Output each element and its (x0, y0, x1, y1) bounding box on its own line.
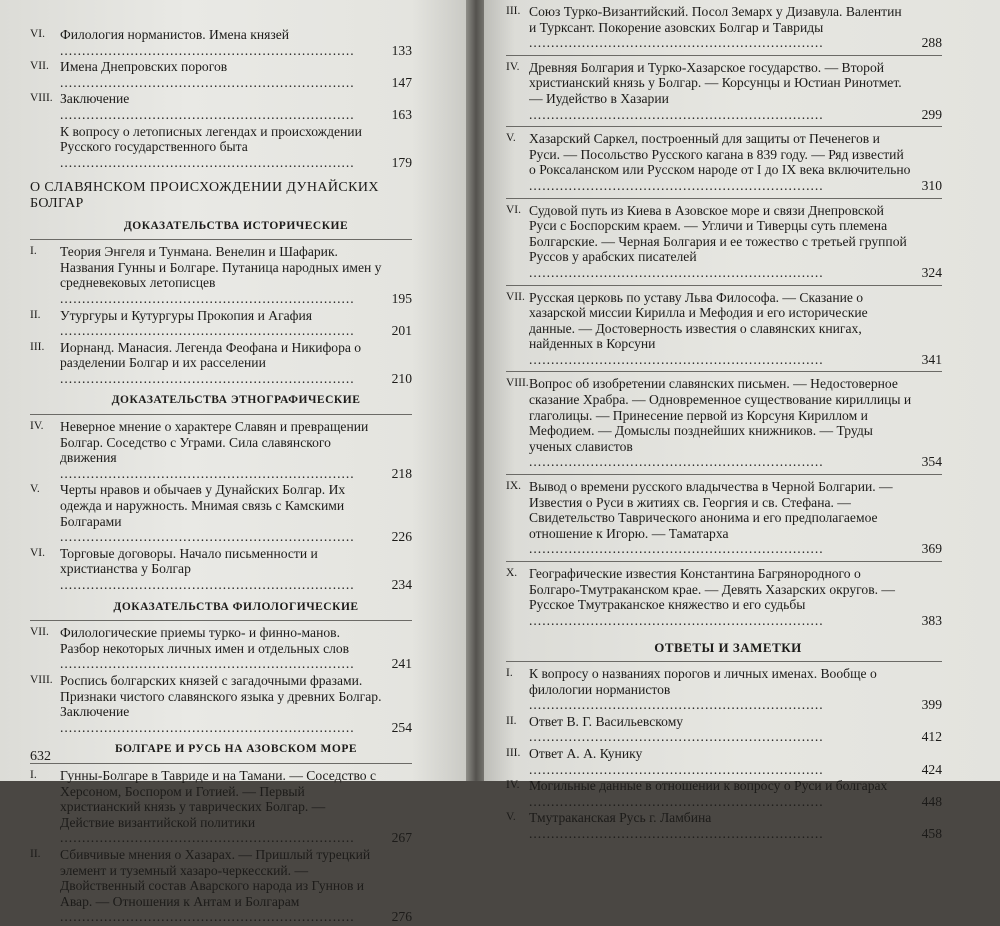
right-page (484, 0, 1000, 841)
entry-number: VII. (30, 626, 49, 639)
entry-page: 254 (391, 719, 412, 735)
entry-page: 241 (391, 656, 412, 672)
entry-title: Сбивчивые мнения о Хазарах. — Пришлый турецкий элемент и туземный хазаро-черкесский. — Двойственный состав Аварского народа из Гуннов и Авар. — Отношения к Антам и Болгарам ..... (60, 847, 370, 924)
toc-list-top (0, 27, 412, 170)
entry-page: 163 (391, 106, 412, 122)
entry-title: Филология норманистов. Имена князей ..... (60, 27, 355, 58)
entry-number: III. (30, 340, 45, 353)
entry-page: 341 (921, 351, 942, 367)
entry-number: II. (30, 308, 41, 321)
entry-title: Древняя Болгария и Турко-Хазарское государство. — Второй христианский князь у Болгар. — Корсунцы и Юстиан Ринотмет. — Иудейство в Хазарии ..... (529, 60, 902, 122)
toc-entry (484, 4, 942, 51)
toc-entry (0, 625, 412, 672)
entry-number: VI. (30, 546, 46, 559)
toc-entry (484, 290, 942, 368)
entry-page: 276 (391, 909, 412, 925)
divider (506, 661, 942, 662)
divider (506, 126, 942, 127)
entry-number: IV. (506, 779, 520, 792)
entry-number: IX. (506, 480, 522, 493)
entry-number: V. (506, 132, 516, 145)
entry-title: Ответ В. Г. Васильевскому ..... (529, 714, 824, 745)
entry-page: 218 (391, 465, 412, 481)
entry-page: 399 (921, 697, 942, 713)
divider (506, 474, 942, 475)
entry-number: I. (30, 245, 37, 258)
entry-title: Русская церковь по уставу Льва Философа. — Сказание о хазарской миссии Кирилла и Мефодия и его исторические данные. — Достоверность известия о славянских книгах, найденных в Корсуни ..... (529, 290, 868, 367)
toc-entry (0, 244, 412, 306)
entry-title: Роспись болгарских князей с загадочными фразами. Признаки чистого славянского языка у древних Болгар. Заключение ..... (60, 673, 381, 735)
entry-number: VII. (30, 60, 49, 73)
right-page-content (484, 4, 942, 843)
entry-number: V. (30, 483, 40, 496)
entry-title: Ответ А. А. Кунику ..... (529, 746, 824, 777)
divider (30, 414, 412, 415)
toc-entry (484, 810, 942, 841)
divider (506, 55, 942, 56)
entry-number: VIII. (30, 673, 53, 686)
toc-entry (0, 27, 412, 58)
entry-page: 324 (921, 264, 942, 280)
toc-entry (484, 714, 942, 745)
entry-title: Имена Днепровских порогов ..... (60, 59, 355, 90)
toc-entry (484, 666, 942, 713)
entry-page: 267 (391, 830, 412, 846)
entry-title: Тмутраканская Русь г. Ламбина ..... (529, 810, 824, 841)
group-heading: БОЛГАРЕ И РУСЬ НА АЗОВСКОМ МОРЕ (114, 743, 358, 756)
page-number: 632 (30, 749, 51, 765)
entry-title: Могильные данные в отношении к вопросу о Руси и болгарах ..... (529, 778, 887, 809)
entry-page: 369 (921, 541, 942, 557)
entry-number: III. (506, 746, 521, 759)
entry-page: 412 (921, 729, 942, 745)
book-gutter (466, 0, 486, 781)
toc-entry (484, 746, 942, 777)
entry-title: Вывод о времени русского владычества в Черной Болгарии. — Известия о Руси в житиях св. Георгия и св. Стефана. — Свидетельство Таврического анонима и его предполагаемое отношение к Игорю. — Таматарха ..... (529, 479, 893, 556)
divider (506, 561, 942, 562)
entry-number: II. (30, 847, 41, 860)
entry-title: К вопросу о летописных легендах и происхождении Русского государственного быта ..... (60, 124, 362, 170)
entry-page: 226 (391, 529, 412, 545)
entry-number: IV. (506, 60, 520, 73)
group-heading: ДОКАЗАТЕЛЬСТВА ФИЛОЛОГИЧЕСКИЕ (113, 600, 359, 613)
entry-number: VIII. (30, 92, 53, 105)
entry-number: II. (506, 714, 517, 727)
toc-entry (484, 566, 942, 628)
divider (30, 620, 412, 621)
left-page (0, 0, 468, 925)
toc-entry (0, 59, 412, 90)
entry-page: 133 (391, 42, 412, 58)
entry-page: 210 (391, 370, 412, 386)
entry-title: Теория Энгеля и Тунмана. Венелин и Шафарик. Названия Гунны и Болгаре. Путаница народных имен у средневековых летописцев ..... (60, 244, 381, 306)
left-page-content (0, 27, 412, 926)
entry-title: Судовой путь из Киева в Азовское море и связи Днепровской Руси с Боспорским краем. — Угличи и Тиверцы суть племена Болгарские. — Черная Болгария и ее тожество с третьей группой Руссов у арабских писателей ..... (529, 203, 907, 280)
entry-page: 383 (921, 612, 942, 628)
entry-number: VIII. (506, 377, 529, 390)
entry-number: X. (506, 567, 518, 579)
entry-number: VII. (506, 290, 525, 303)
entry-title: Вопрос об изобретении славянских письмен. — Недостоверное сказание Храбра. — Одновременное существование кириллицы и глаголицы. — Принесение первой из Корсуня Кириллом и Мефодием. — Домыслы позднейших книжников. — Труды ученых славистов ..... (529, 376, 911, 469)
group-heading: ДОКАЗАТЕЛЬСТВА ЭТНОГРАФИЧЕСКИЕ (111, 394, 361, 407)
divider (30, 763, 412, 764)
entry-page: 354 (921, 454, 942, 470)
entry-number: I. (30, 768, 37, 781)
divider (506, 285, 942, 286)
entry-page: 448 (921, 793, 942, 809)
entry-number: VI. (30, 28, 46, 40)
entry-number: IV. (30, 420, 44, 433)
divider (506, 198, 942, 199)
toc-entry (0, 673, 412, 735)
entry-title: К вопросу о названиях порогов и личных именах. Вообще о филологии норманистов ..... (529, 666, 877, 712)
section-title: О СЛАВЯНСКОМ ПРОИСХОЖДЕНИИ ДУНАЙСКИХ БОЛГАР (30, 180, 379, 211)
entry-number: III. (506, 5, 521, 17)
entry-title: Торговые договоры. Начало письменности и христианства у Болгар ..... (60, 546, 355, 592)
toc-entry (0, 308, 412, 339)
entry-page: 310 (921, 177, 942, 193)
entry-page: 458 (921, 825, 942, 841)
toc-entry (0, 768, 412, 846)
entry-title: Утургуры и Кутургуры Прокопия и Агафия ..... (60, 308, 355, 339)
toc-entry (0, 482, 412, 544)
entry-number: VI. (506, 203, 522, 216)
entry-page: 179 (391, 154, 412, 170)
toc-entry (0, 124, 412, 171)
entry-page: 201 (391, 323, 412, 339)
toc-entry (0, 847, 412, 925)
group-heading: ДОКАЗАТЕЛЬСТВА ИСТОРИЧЕСКИЕ (123, 219, 349, 232)
entry-title: Заключение ..... (60, 91, 355, 122)
entry-title: Филологические приемы турко- и финно-манов. Разбор некоторых личных имен и отдельных слов ..... (60, 625, 355, 671)
toc-entry (0, 91, 412, 122)
entry-title: Гунны-Болгаре в Тавриде и на Тамани. — Соседство с Херсоном, Боспором и Готией. — Первый христианский князь у таврических Болгар. — Действие византийской политики ..... (60, 768, 376, 845)
entry-page: 195 (391, 290, 412, 306)
section-title: ОТВЕТЫ И ЗАМЕТКИ (654, 640, 802, 656)
toc-entry (484, 376, 942, 470)
toc-entry (484, 479, 942, 557)
entry-title: Географические известия Константина Багрянородного о Болгаро-Тмутраканском крае. — Девять Хазарских округов. — Русское Тмутраканское княжество и его судьбы ..... (529, 566, 895, 628)
entry-number: I. (506, 666, 513, 679)
entry-title: Хазарский Саркел, построенный для защиты от Печенегов и Руси. — Посольство Русского кагана в 839 году. — Ряд известий о Роксаланском или Русском народе от I до IX века включительно ..... (529, 131, 910, 193)
entry-title: Черты нравов и обычаев у Дунайских Болгар. Их одежда и наружность. Мнимая связь с Камскими Болгарами ..... (60, 482, 355, 544)
entry-title: Неверное мнение о характере Славян и превращении Болгар. Соседство с Уграми. Сила славянского движения ..... (60, 419, 368, 481)
entry-title: Союз Турко-Византийский. Посол Земарх у Дизавула. Валентин и Турксант. Покорение азовских Болгар и Тавриды ..... (529, 4, 902, 50)
entry-title: Иорнанд. Манасия. Легенда Феофана и Никифора о разделении Болгар и их расселении ..... (60, 340, 361, 386)
entry-page: 424 (921, 761, 942, 777)
toc-entry (0, 340, 412, 387)
toc-entry (484, 203, 942, 281)
toc-entry (0, 419, 412, 481)
entry-number: V. (506, 811, 516, 824)
entry-page: 234 (391, 577, 412, 592)
toc-entry (484, 131, 942, 193)
toc-entry (484, 778, 942, 809)
toc-entry (484, 60, 942, 122)
entry-page: 299 (921, 106, 942, 122)
toc-entry (0, 546, 412, 593)
entry-page: 147 (391, 74, 412, 90)
divider (506, 371, 942, 372)
divider (30, 239, 412, 240)
entry-page: 288 (921, 35, 942, 51)
